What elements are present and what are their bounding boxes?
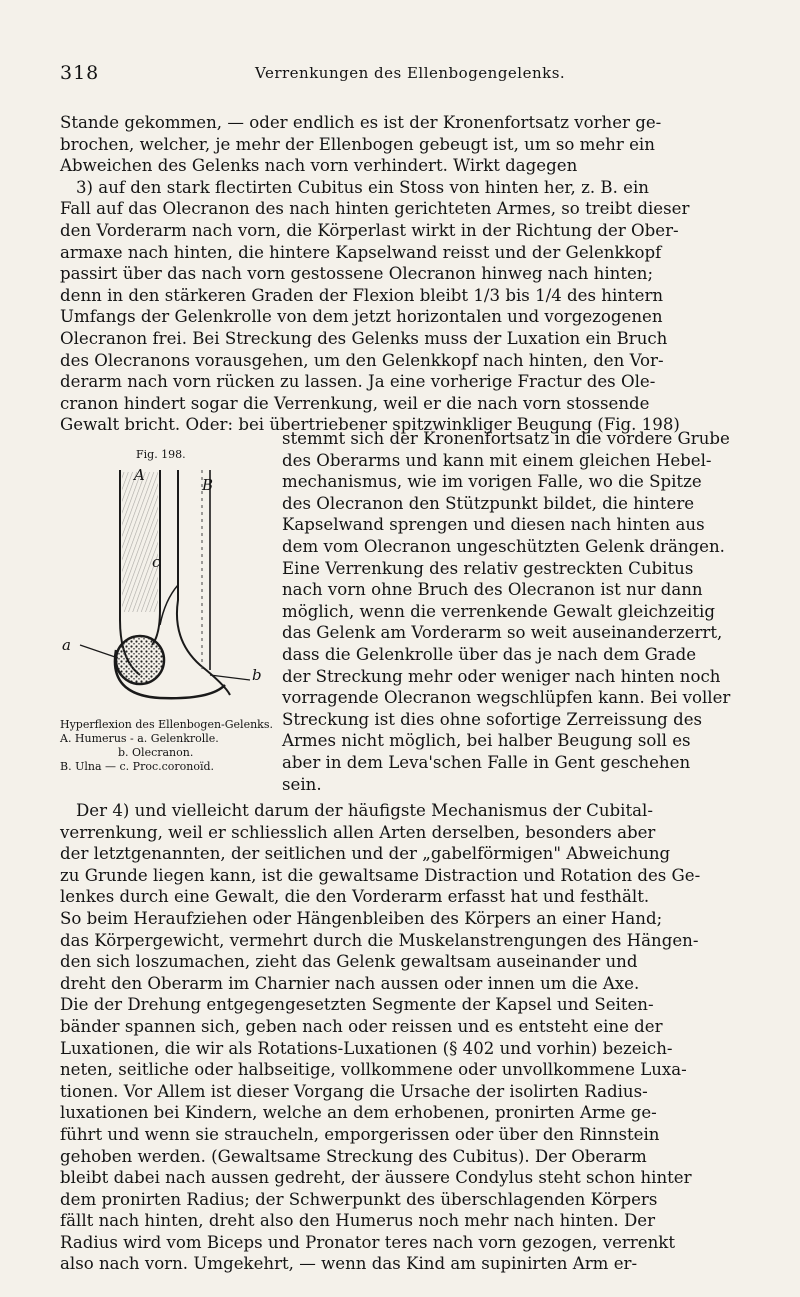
page-number: 318 — [60, 62, 100, 84]
caption-humerus: A. Humerus - a. Gelenkrolle. — [60, 732, 219, 745]
text-line: derarm nach vorn rücken zu lassen. Ja eine vorherige Fractur des Ole- — [60, 372, 656, 392]
text-line: Olecranon frei. Bei Streckung des Gelenks muss der Luxation ein Bruch — [60, 328, 668, 348]
text-line: den sich loszumachen, zieht das Gelenk gewaltsam auseinander und — [60, 952, 638, 972]
text-line: neten, seitliche oder halbseitige, vollkommene oder unvollkommene Luxa- — [60, 1060, 687, 1080]
text-line: tionen. Vor Allem ist dieser Vorgang die Ursache der isolirten Radius- — [60, 1081, 648, 1101]
text-line: bleibt dabei nach aussen gedreht, der äussere Condylus steht schon hinter — [60, 1168, 692, 1188]
text-line: der letztgenannten, der seitlichen und der „gabelförmigen" Abweichung — [60, 844, 671, 864]
text-line: stemmt sich der Kronenfortsatz in die vordere Grube — [282, 429, 730, 448]
running-title: Verrenkungen des Ellenbogengelenks. — [255, 64, 566, 82]
text-line: bänder spannen sich, geben nach oder reissen und es entsteht eine der — [60, 1016, 663, 1036]
text-line: vorragende Olecranon wegschlüpfen kann. Bei voller — [282, 688, 731, 708]
text-line: den Vorderarm nach vorn, die Körperlast wirkt in der Richtung der Ober- — [60, 220, 679, 240]
figure-letter-b: b — [252, 666, 262, 684]
caption-ulna: B. Ulna — — [60, 760, 117, 773]
figure-letter-c: c — [152, 553, 161, 571]
text-line: also nach vorn. Umgekehrt, — wenn das Kind am supinirten Arm er- — [60, 1254, 638, 1274]
text-line: Radius wird vom Biceps und Pronator teres nach vorn gezogen, verrenkt — [60, 1232, 675, 1252]
text-line: aber in dem Leva'schen Falle in Gent geschehen — [282, 752, 691, 772]
text-block-top — [60, 112, 760, 436]
figure-198 — [60, 448, 280, 808]
text-line: Armes nicht möglich, bei halber Beugung soll es — [282, 731, 691, 751]
text-line: mechanismus, wie im vorigen Falle, wo die Spitze — [282, 472, 702, 492]
text-line: das Körpergewicht, vermehrt durch die Muskelanstrengungen des Hängen- — [60, 930, 699, 950]
text-line: Fall auf das Olecranon des nach hinten gerichteten Armes, so treibt dieser — [60, 199, 690, 219]
figure-caption — [60, 718, 280, 774]
text-line: der Streckung mehr oder weniger nach hinten noch — [282, 666, 721, 686]
text-line: das Gelenk am Vorderarm so weit auseinanderzerrt, — [282, 623, 723, 643]
text-line: brochen, welcher, je mehr der Ellenbogen gebeugt ist, um so mehr ein — [60, 134, 655, 154]
text-line: nach vorn ohne Bruch des Olecranon ist nur dann — [282, 580, 703, 600]
text-line: luxationen bei Kindern, welche an dem erhobenen, pronirten Arme ge- — [60, 1103, 657, 1123]
text-line: dem pronirten Radius; der Schwerpunkt des überschlagenden Körpers — [60, 1189, 658, 1209]
figure-label: Fig. 198. — [136, 448, 186, 461]
text-line: sein. — [282, 774, 322, 794]
text-line: 3) auf den stark flectirten Cubitus ein Stoss von hinten her, z. B. ein — [76, 177, 649, 197]
text-line: des Olecranons vorausgehen, um den Gelenkkopf nach hinten, den Vor- — [60, 350, 664, 370]
page-header — [60, 62, 760, 86]
text-line: möglich, wenn die verrenkende Gewalt gleichzeitig — [282, 601, 715, 621]
text-line: lenkes durch eine Gewalt, die den Vorderarm erfasst hat und festhält. — [60, 887, 650, 907]
figure-letter-a: a — [62, 636, 71, 654]
text-line: Streckung ist dies ohne sofortige Zerreissung des — [282, 709, 703, 729]
text-block-beside-figure — [282, 428, 760, 795]
text-line: gehoben werden. (Gewaltsame Streckung des Cubitus). Der Oberarm — [60, 1146, 647, 1166]
text-line: passirt über das nach vorn gestossene Olecranon hinweg nach hinten; — [60, 264, 654, 284]
text-line: Abweichen des Gelenks nach vorn verhindert. Wirkt dagegen — [60, 156, 578, 176]
text-line: Umfangs der Gelenkrolle von dem jetzt horizontalen und vorgezogenen — [60, 307, 663, 327]
text-line: Kapselwand sprengen und diesen nach hinten aus — [282, 515, 705, 535]
elbow-hyperflexion-illustration — [60, 460, 280, 710]
text-line: führt und wenn sie straucheln, emporgerissen oder über den Rinnstein — [60, 1124, 660, 1144]
text-line: des Olecranon den Stützpunkt bildet, die hintere — [282, 493, 695, 513]
text-line: So beim Heraufziehen oder Hängenbleiben des Körpers an einer Hand; — [60, 908, 663, 928]
text-line: Gewalt bricht. Oder: bei übertriebener spitzwinkliger Beugung (Fig. 198) — [60, 415, 680, 435]
caption-title: Hyperflexion des Ellenbogen-Gelenks. — [60, 718, 273, 731]
text-line: Der 4) und vielleicht darum der häufigste Mechanismus der Cubital- — [76, 801, 653, 820]
text-block-bottom — [60, 800, 760, 1275]
text-line: dass die Gelenkrolle über das je nach dem Grade — [282, 644, 697, 664]
text-line: armaxe nach hinten, die hintere Kapselwand reisst und der Gelenkkopf — [60, 242, 662, 262]
text-line: denn in den stärkeren Graden der Flexion bleibt 1/3 bis 1/4 des hintern — [60, 285, 664, 305]
text-line: zu Grunde liegen kann, ist die gewaltsame Distraction und Rotation des Ge- — [60, 865, 701, 885]
book-page — [60, 0, 760, 1297]
text-line: cranon hindert sogar die Verrenkung, weil er die nach vorn stossende — [60, 393, 650, 413]
text-line: Stande gekommen, — oder endlich es ist der Kronenfortsatz vorher ge- — [60, 113, 662, 132]
text-line: Die der Drehung entgegengesetzten Segmente der Kapsel und Seiten- — [60, 995, 654, 1015]
text-line: Eine Verrenkung des relativ gestreckten Cubitus — [282, 558, 694, 578]
figure-letter-B: B — [202, 476, 214, 494]
text-line: dreht den Oberarm im Charnier nach aussen oder innen um die Axe. — [60, 973, 640, 993]
caption-olecranon: b. Olecranon. — [118, 746, 194, 759]
text-line: fällt nach hinten, dreht also den Humerus noch mehr nach hinten. Der — [60, 1211, 656, 1231]
text-line: dem vom Olecranon ungeschützten Gelenk drängen. — [282, 536, 725, 556]
text-line: des Oberarms und kann mit einem gleichen Hebel- — [282, 450, 712, 470]
figure-letter-A: A — [134, 466, 145, 484]
text-line: Luxationen, die wir als Rotations-Luxationen (§ 402 und vorhin) bezeich- — [60, 1038, 673, 1058]
caption-coronoid: c. Proc.coronoïd. — [119, 760, 215, 773]
text-line: verrenkung, weil er schliesslich allen Arten derselben, besonders aber — [60, 822, 656, 842]
